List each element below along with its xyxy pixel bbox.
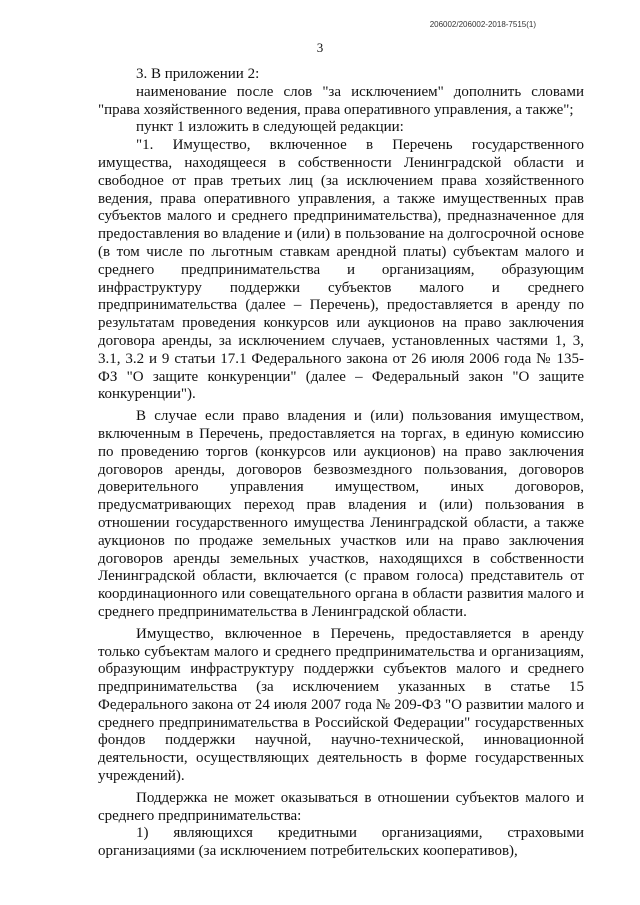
paragraph: В случае если право владения и (или) пользования имуществом, включенным в Перечень, предоставляется на торгах, в единую комиссию по проведению торгов (конкурсов или аукционов) на право заключения договоров аренды, договоров безвозмездного пользования, договоров доверительного управления имуществом, иных договоров, предусматривающих переход прав владения и (или) пользования в отношении государственного имущества Ленинградской области, а также аукционов по продаже земельных участков или на право заключения договоров аренды земельных участков, находящихся в собственности Ленинградской области, включается (с правом голоса) представитель от координационного или совещательного органа в области развития малого и среднего предпринимательства в Ленинградской области. (98, 408, 584, 620)
section-heading: 3. В приложении 2: (136, 66, 260, 82)
paragraph: Имущество, включенное в Перечень, предоставляется в аренду только субъектам малого и среднего предпринимательства и организациям, образующим инфраструктуру поддержки субъектов малого и среднего предпринимательства (за исключением указанных в статье 15 Федерального закона от 24 июля 2007 года № 209-ФЗ "О развитии малого и среднего предпринимательства в Российской Федерации" государственных фондов поддержки научной, научно-технической, инновационной деятельности, осуществляющих деятельность в форме государственных учреждений). (98, 625, 584, 785)
page-number: 3 (316, 40, 324, 55)
document-body (98, 66, 584, 861)
paragraph: "1. Имущество, включенное в Перечень государственного имущества, находящееся в собственности Ленинградской области и свободное от прав третьих лиц (за исключением права хозяйственного ведения, права оперативного управления, а также имущественных прав субъектов малого и среднего предпринимательства), предназначенное для предоставления во владение и (или) в пользование на долгосрочной основе (в том числе по льготным ставкам арендной платы) субъектам малого и среднего предпринимательства и организациям, образующим инфраструктуру поддержки субъектов малого и среднего предпринимательства (далее – Перечень), предоставляется в аренду по результатам проведения конкурсов или аукционов на право заключения договора аренды, за исключением случаев, установленных частями 1, 3, 3.1, 3.2 и 9 статьи 17.1 Федерального закона от 26 июля 2006 года № 135-ФЗ "О защите конкуренции" (далее – Федеральный закон "О защите конкуренции"). (98, 137, 584, 403)
document-id: 206002/206002-2018-7515(1) (429, 20, 536, 29)
paragraph: пункт 1 изложить в следующей редакции: (136, 119, 404, 136)
list-item: 1) являющихся кредитными организациями, страховыми организациями (за исключением потребительских кооперативов), (98, 825, 584, 860)
paragraph: Поддержка не может оказываться в отношении субъектов малого и среднего предпринимательства: (98, 789, 584, 824)
paragraph: наименование после слов "за исключением" дополнить словами "права хозяйственного ведения, права оперативного управления, а также"; (98, 83, 584, 118)
